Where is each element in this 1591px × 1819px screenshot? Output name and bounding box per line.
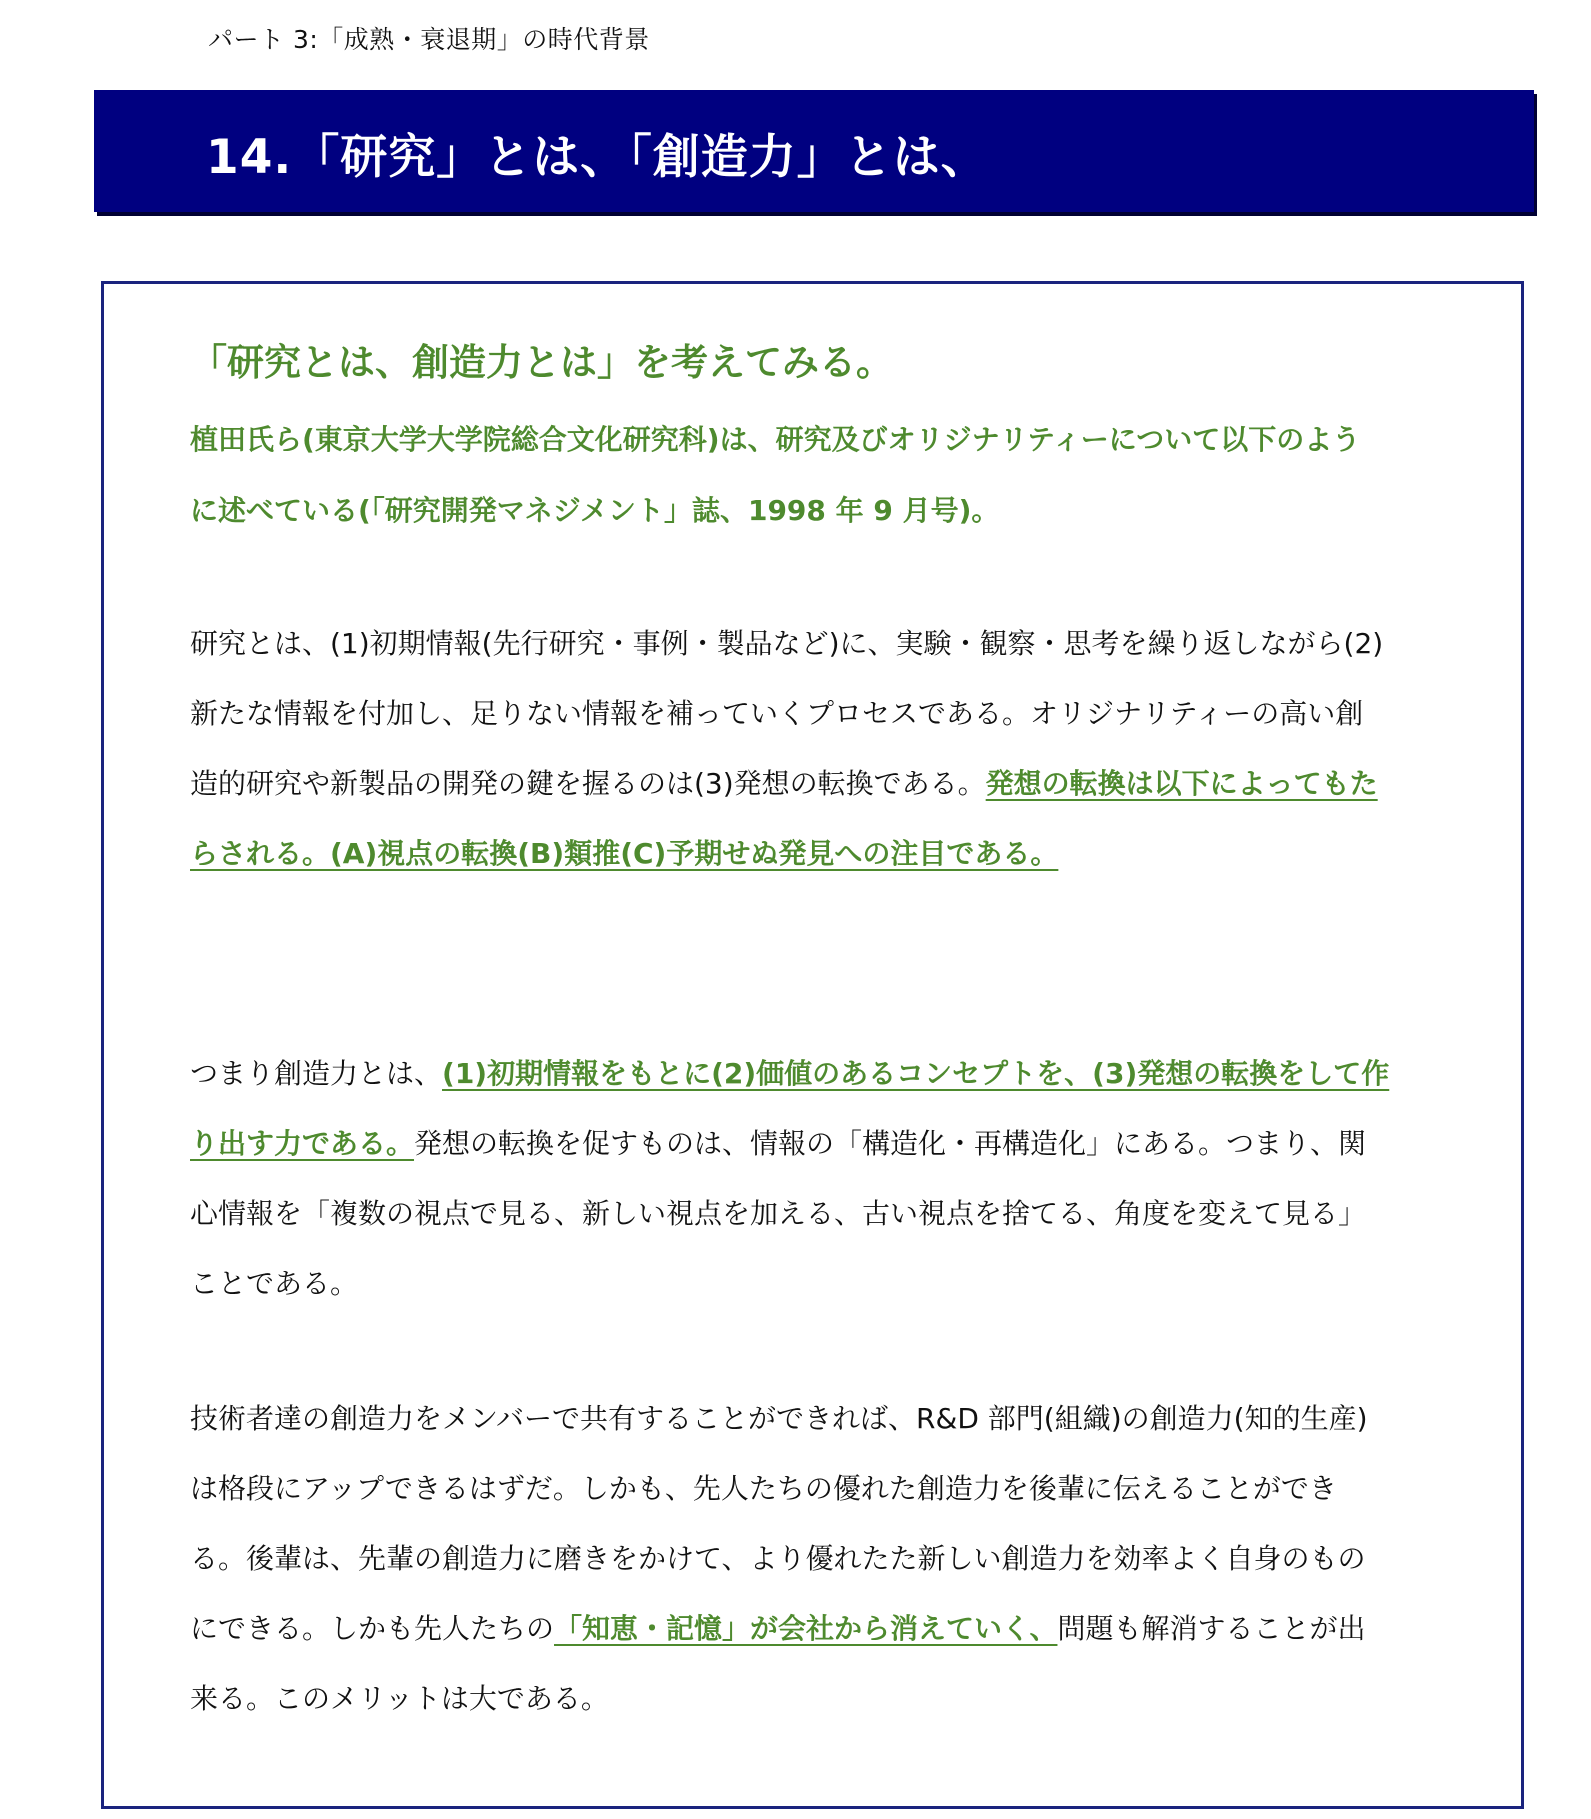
- intro-paragraph: 植田氏ら(東京大学大学院総合文化研究科)は、研究及びオリジナリティーについて以下のように述べている(「研究開発マネジメント」誌、1998 年 9 月号)。: [190, 423, 1361, 527]
- paragraph-creativity: [190, 1039, 1390, 1319]
- section-heading: 「研究とは、創造力とは」を考えてみる。: [190, 341, 893, 384]
- research-text: 研究とは、(1)初期情報(先行研究・事例・製品など)に、実験・観察・思考を繰り返しながら(2)新たな情報を付加し、足りない情報を補っていくプロセスである。オリジナリティーの高い創造的研究や新製品の開発の鍵を握るのは(3)発想の転換である。: [190, 627, 1384, 800]
- page-title: 14.「研究」とは、「創造力」とは、: [206, 130, 989, 185]
- research-highlight: 発想の転換は以下によってもたらされる。(A)視点の転換(B)類推(C)予期せぬ発見への注目である。: [190, 767, 1378, 870]
- creativity-highlight: (1)初期情報をもとに(2)価値のあるコンセプトを、(3)発想の転換をして作り出す力である。: [190, 1057, 1390, 1160]
- paragraph-research: [190, 609, 1390, 889]
- part-label: パート 3:「成熟・衰退期」の時代背景: [208, 25, 650, 54]
- content-box: [101, 281, 1524, 1809]
- title-bar: [94, 90, 1534, 212]
- paragraph-sharing: [190, 1384, 1390, 1734]
- sharing-highlight: 「知恵・記憶」が会社から消えていく、: [554, 1612, 1058, 1645]
- sharing-end: 問題も解消することが出来る。このメリットは大である。: [190, 1612, 1366, 1715]
- creativity-lead: つまり創造力とは、: [190, 1057, 443, 1090]
- creativity-rest: 発想の転換を促すものは、情報の「構造化・再構造化」にある。つまり、関心情報を「複数の視点で見る、新しい視点を加える、古い視点を捨てる、角度を変えて見る」ことである。: [190, 1127, 1367, 1300]
- sharing-text: 技術者達の創造力をメンバーで共有することができれば、R&D 部門(組織)の創造力(知的生産)は格段にアップできるはずだ。しかも、先人たちの優れた創造力を後輩に伝えることができる。後輩は、先輩の創造力に磨きをかけて、より優れたた新しい創造力を効率よく自身のものにできる。しかも先人たちの: [190, 1402, 1368, 1645]
